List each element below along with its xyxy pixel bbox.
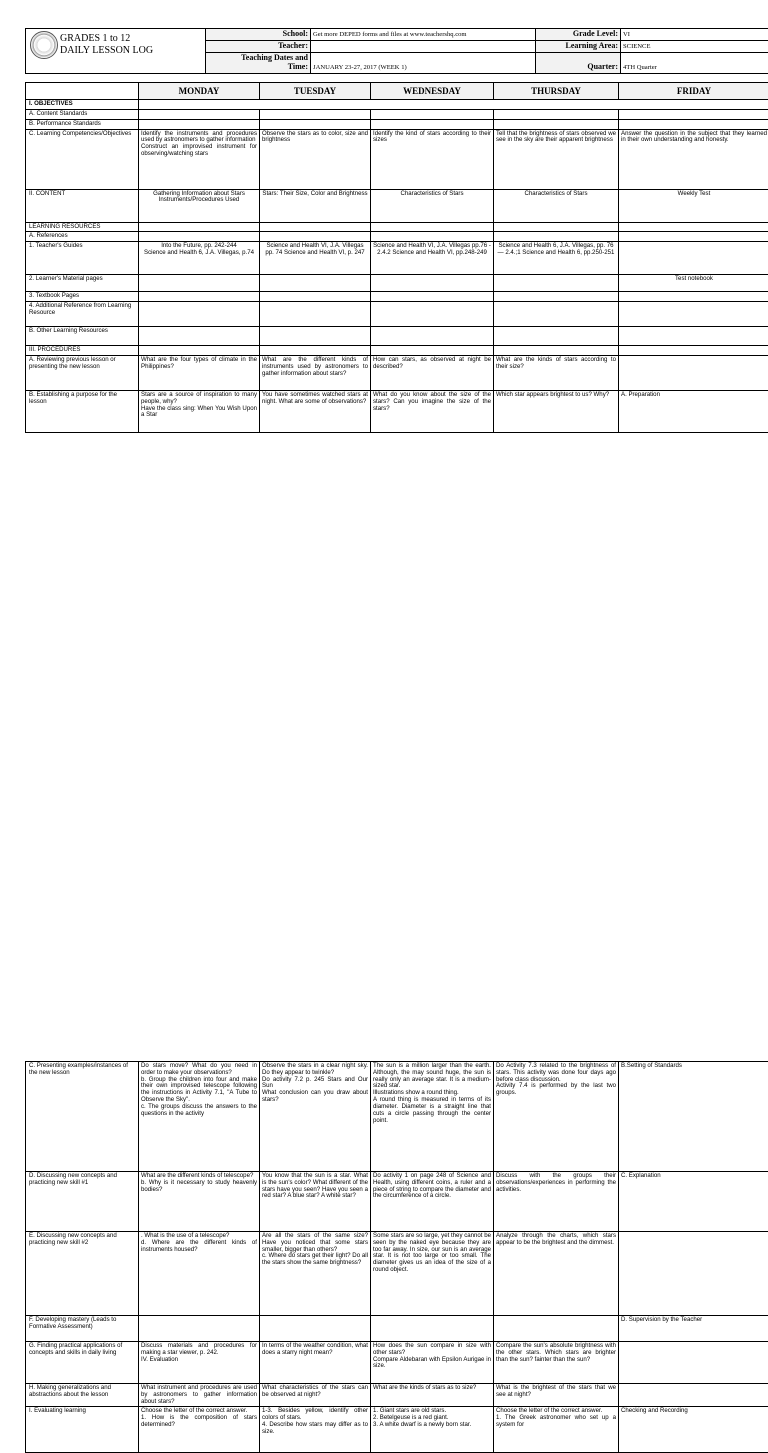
cell-friday [619,222,768,232]
cell-tuesday [260,292,371,302]
table-row [26,275,768,292]
cell-wednesday [371,119,494,129]
cell-wednesday: How can stars, as observed at night be described? [371,355,494,390]
cell-thursday [494,222,619,232]
school-value: Get more DEPED forms and files at www.teachershq.com [311,29,536,41]
row-label: I. OBJECTIVES [26,100,139,110]
row-span-cell [139,100,768,110]
table-row [26,119,768,129]
cell-tuesday: Science and Health VI, J.A. Villegas pp. 74 Science and Health VI, p. 247 [260,242,371,275]
page-gap [0,480,768,528]
cell-monday [139,327,260,346]
learning-area-label: Learning Area: [536,41,621,53]
day-header-blank [26,83,139,100]
row-label: A. Reviewing previous lesson or presenting the new lesson [26,355,139,390]
row-label: A. Content Standards [26,110,139,120]
cell-thursday: Which star appears brightest to us? Why? [494,390,619,432]
cell-wednesday [371,275,494,292]
table-row [26,327,768,346]
day-header-wednesday: WEDNESDAY [371,83,494,100]
learning-area-value: SCIENCE [621,41,768,53]
cell-friday: D. Supervision by the Teacher [619,1316,768,1342]
table-row [26,1407,768,1453]
cell-friday [619,346,768,356]
cell-tuesday [260,110,371,120]
cell-thursday [494,275,619,292]
day-header-monday: MONDAY [139,83,260,100]
cell-friday: C. Explanation [619,1172,768,1232]
cell-wednesday: Identify the kind of stars according to their sizes [371,129,494,189]
row-label: D. Discussing new concepts and practicing new skill #1 [26,1172,139,1232]
cell-friday [619,242,768,275]
row-label: 3. Textbook Pages [26,292,139,302]
table-row [26,1062,768,1172]
row-label: II. CONTENT [26,189,139,222]
cell-tuesday: Observe the stars as to color, size and brightness [260,129,371,189]
cell-wednesday [371,232,494,242]
cell-thursday: What is the brightest of the stars that we see at night? [494,1384,619,1407]
cell-tuesday: Are all the stars of the same size? Have you noticed that some stars smaller, bigger than others? c. Where do stars get their light? Do all the stars show the same brightness? [260,1232,371,1316]
table-row [26,1316,768,1342]
cell-thursday [494,327,619,346]
teacher-label: Teacher: [206,41,311,53]
cell-wednesday [371,346,494,356]
cell-wednesday: Do activity 1 on page 248 of Science and Health, using different coins, a ruler and a piece of string to compare the diameter and the circumference of a circle. [371,1172,494,1232]
cell-wednesday [371,1316,494,1342]
cell-tuesday [260,275,371,292]
cell-monday: Into the Future, pp. 242-244 Science and Health 6, J.A. Villegas, p.74 [139,242,260,275]
cell-friday [619,1232,768,1316]
teaching-dates-label-line1: Teaching Dates and [208,54,308,63]
cell-wednesday: Science and Health VI, J.A. Villegas pp.76 - 2.4.2 Science and Health VI, pp.248-249 [371,242,494,275]
cell-friday: Checking and Recording [619,1407,768,1453]
cell-tuesday: Observe the stars in a clear night sky. Do they appear to twinkle? Do activity 7.2 p. 245 Stars and Our Sun What conclusion can you draw about stars? [260,1062,371,1172]
cell-tuesday: What are the different kinds of instruments used by astronomers to gather information about stars? [260,355,371,390]
cell-monday: Do stars move? What do you need in order to make your observations? b. Group the children into four and make their own improvised telescope following the instructions in Activity 7.1, "A Tube to Observe the Sky". c. The groups discuss the answers to the questions in the activity [139,1062,260,1172]
cell-friday: A. Preparation [619,390,768,432]
cell-wednesday: How does the sun compare in size with other stars? Compare Aldebaran with Epsilon Aurigae in size. [371,1342,494,1384]
table-row [26,129,768,189]
lesson-table-page2 [25,1061,768,1453]
cell-tuesday [260,1316,371,1342]
cell-friday [619,119,768,129]
day-header-tuesday: TUESDAY [260,83,371,100]
form-title-line1: GRADES 1 to 12 [60,33,130,44]
cell-monday: Stars are a source of inspiration to many people, why? Have the class sing: When You Wish Upon a Star [139,390,260,432]
cell-wednesday: The sun is a million larger than the earth. Although, the may sound huge, the sun is really only an average star. It is a medium-sized star. Illustrations show a round thing. A round thing is measured in terms of its diameter. Diameter is a straight line that cuts a circle passing through the center point. [371,1062,494,1172]
cell-wednesday: What do you know about the size of the stars? Can you imagine the size of the stars? [371,390,494,432]
cell-monday [139,232,260,242]
cell-friday: B.Setting of Standards [619,1062,768,1172]
cell-thursday [494,110,619,120]
row-label: A. References [26,232,139,242]
table-row [26,189,768,222]
cell-friday [619,355,768,390]
teacher-value [311,41,536,53]
cell-monday [139,1316,260,1342]
cell-tuesday [260,346,371,356]
row-label: C. Presenting examples/instances of the new lesson [26,1062,139,1172]
cell-thursday: What are the kinds of stars according to their size? [494,355,619,390]
cell-tuesday: In terms of the weather condition, what does a starry night mean? [260,1342,371,1384]
cell-tuesday [260,222,371,232]
table-row [26,1172,768,1232]
teaching-dates-value: JANUARY 23-27, 2017 (WEEK 1) [311,53,536,74]
cell-monday [139,119,260,129]
cell-thursday: Do Activity 7.3 related to the brightness of stars. This activity was done four days ago before class discussion. Activity 7.4 is performed by the last two groups. [494,1062,619,1172]
cell-monday: Choose the letter of the correct answer. 1. How is the composition of stars determined? [139,1407,260,1453]
cell-friday [619,292,768,302]
cell-friday: Test notebook [619,275,768,292]
cell-monday [139,222,260,232]
table-row [26,292,768,302]
cell-monday [139,292,260,302]
cell-friday [619,302,768,327]
cell-friday [619,327,768,346]
row-label: C. Learning Competencies/Objectives [26,129,139,189]
row-label: B. Establishing a purpose for the lesson [26,390,139,432]
cell-monday: Gathering Information about Stars Instruments/Procedures Used [139,189,260,222]
cell-monday: . What is the use of a telescope? d. Where are the different kinds of instruments housed? [139,1232,260,1316]
row-label: F. Developing mastery (Leads to Formative Assessment) [26,1316,139,1342]
cell-monday: Discuss materials and procedures for making a star viewer, p. 242. IV. Evaluation [139,1342,260,1384]
page-two [0,528,768,1024]
cell-wednesday [371,327,494,346]
row-label: I. Evaluating learning [26,1407,139,1453]
cell-thursday [494,302,619,327]
cell-wednesday [371,302,494,327]
cell-monday [139,110,260,120]
row-label: B. Other Learning Resources [26,327,139,346]
cell-thursday [494,346,619,356]
cell-friday [619,110,768,120]
page-one [0,0,768,480]
teaching-dates-label [206,53,311,74]
lesson-table-page1 [25,82,768,433]
cell-tuesday [260,302,371,327]
row-label: III. PROCEDURES [26,346,139,356]
cell-tuesday: You know that the sun is a star. What is the sun's color? What different of the stars have you seen? Have you seen a red star? A blue star? A white star? [260,1172,371,1232]
table-row [26,355,768,390]
day-header-row [26,83,768,100]
cell-friday: Answer the question in the subject that they learned in their own understanding and honesty. [619,129,768,189]
table-row [26,302,768,327]
cell-thursday: Science and Health 6, J.A. Villegas, pp. 76 — 2.4.;1 Science and Health 6, pp.250-251 [494,242,619,275]
row-label: 2. Learner's Material pages [26,275,139,292]
cell-thursday: Tell that the brightness of stars observed we see in the sky are their apparent brightness [494,129,619,189]
header-table [25,28,768,74]
cell-monday [139,302,260,327]
cell-wednesday: Characteristics of Stars [371,189,494,222]
row-label: LEARNING RESOURCES [26,222,139,232]
table-row [26,232,768,242]
logo-cell [26,29,206,74]
cell-friday [619,1384,768,1407]
cell-thursday: Choose the letter of the correct answer. 1. The Greek astronomer who set up a system for [494,1407,619,1453]
cell-tuesday [260,119,371,129]
quarter-value: 4TH Quarter [621,53,768,74]
table-row [26,390,768,432]
table-row [26,1384,768,1407]
cell-wednesday: 1. Giant stars are old stars. 2. Betelgeuse is a red giant. 3. A white dwarf is a newly born star. [371,1407,494,1453]
cell-wednesday: What are the kinds of stars as to size? [371,1384,494,1407]
cell-thursday [494,119,619,129]
cell-monday [139,275,260,292]
cell-monday [139,346,260,356]
cell-tuesday: Stars: Their Size, Color and Brightness [260,189,371,222]
cell-thursday: Compare the sun's absolute brightness with the other stars. Which stars are brighter than the sun? fainter than the sun? [494,1342,619,1384]
form-title-line2: DAILY LESSON LOG [60,45,153,56]
table-row [26,222,768,232]
cell-thursday: Analyze through the charts, which stars appear to be the brightest and the dimmest. [494,1232,619,1316]
cell-friday: Weekly Test [619,189,768,222]
table-row [26,1232,768,1316]
cell-thursday: Characteristics of Stars [494,189,619,222]
row-label: B. Performance Standards [26,119,139,129]
cell-thursday: Discuss with the groups their observations/experiences in performing the activities. [494,1172,619,1232]
school-label: School: [206,29,311,41]
cell-friday [619,232,768,242]
cell-tuesday: You have sometimes watched stars at night. What are some of observations? [260,390,371,432]
cell-wednesday [371,292,494,302]
row-label: 4. Additional Reference from Learning Resource [26,302,139,327]
row-label: E. Discussing new concepts and practicing new skill #2 [26,1232,139,1316]
row-label: 1. Teacher's Guides [26,242,139,275]
cell-monday: What instrument and procedures are used by astronomers to gather information about stars? [139,1384,260,1407]
row-label: H. Making generalizations and abstractions about the lesson [26,1384,139,1407]
cell-thursday [494,292,619,302]
quarter-label: Quarter: [536,53,621,74]
grade-level-value: VI [621,29,768,41]
day-header-thursday: THURSDAY [494,83,619,100]
cell-wednesday: Some stars are so large, yet they cannot be seen by the naked eye because they are too far away. In size, our sun is an average star. It is not too large or too small. The diameter gives us an idea of the size of a round object. [371,1232,494,1316]
cell-wednesday [371,222,494,232]
table-row [26,1342,768,1384]
cell-tuesday [260,232,371,242]
cell-thursday [494,1316,619,1342]
cell-wednesday [371,110,494,120]
teaching-dates-label-line2: Time: [208,63,308,72]
cell-monday: What are the different kinds of telescope? b. Why is it necessary to study heavenly bodies? [139,1172,260,1232]
table-row [26,110,768,120]
day-header-friday: FRIDAY [619,83,768,100]
cell-friday [619,1342,768,1384]
cell-monday: What are the four types of climate in the Philippines? [139,355,260,390]
table-row [26,346,768,356]
cell-tuesday [260,327,371,346]
table-row [26,242,768,275]
row-label: G. Finding practical applications of concepts and skills in daily living [26,1342,139,1384]
cell-thursday [494,232,619,242]
grade-level-label: Grade Level: [536,29,621,41]
cell-monday: Identify the instruments and procedures used by astronomers to gather information Construct an improvised instrument for observing/watching stars [139,129,260,189]
table-row [26,100,768,110]
cell-tuesday: What characteristics of the stars can be observed at night? [260,1384,371,1407]
cell-tuesday: 1-3. Besides yellow, identify other colors of stars. 4. Describe how stars may differ as to size. [260,1407,371,1453]
